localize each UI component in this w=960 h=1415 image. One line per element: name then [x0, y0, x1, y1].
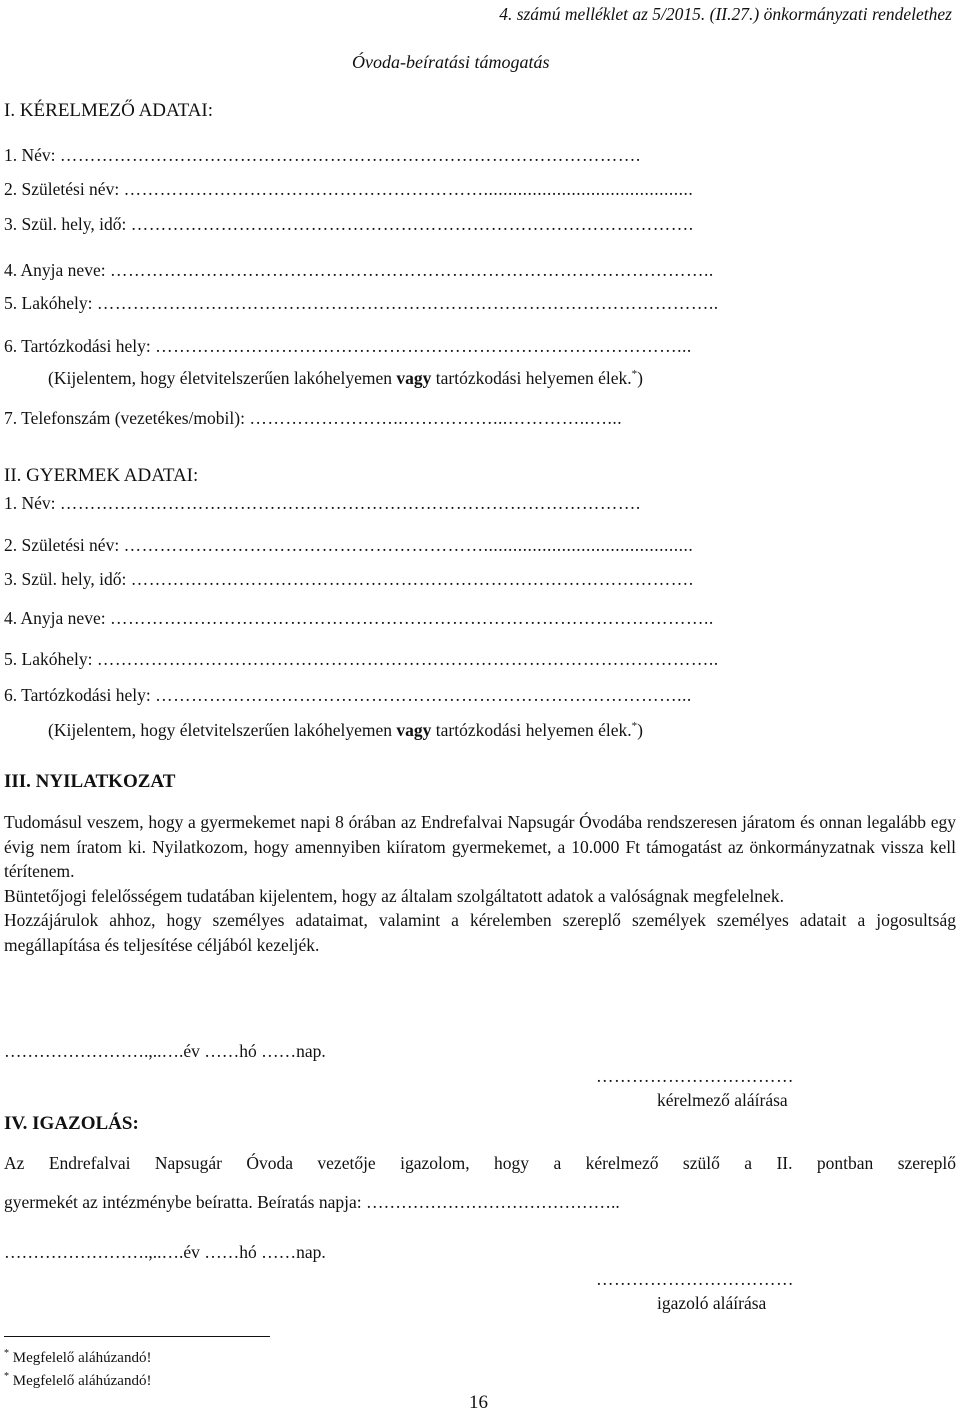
child-stay-place-field[interactable]	[4, 682, 692, 708]
section-certification-heading: IV. IGAZOLÁS:	[4, 1113, 139, 1134]
child-residence-declaration: (Kijelentem, hogy életvitelszerűen lakóhelyemen vagy tartózkodási helyemen élek.*)	[48, 720, 643, 740]
applicant-name-field[interactable]	[4, 142, 641, 168]
fill-line: ……………………………………………………………………………...	[155, 685, 692, 705]
footnote-1: * Megfelelő aláhúzandó!	[4, 1348, 152, 1366]
footnote-marker: *	[631, 720, 638, 733]
fill-line: …………………………………………………………………………………………..	[96, 649, 719, 669]
applicant-date-line[interactable]: …………………….,..….év ……hó ……nap.	[4, 1041, 326, 1061]
fill-line: ……………………………………………………………………………...	[155, 336, 692, 356]
field-label: 3. Szül. hely, idő:	[4, 569, 127, 589]
fill-line: …………………………………………………………………………………………..	[96, 293, 719, 313]
field-label: 2. Születési név:	[4, 535, 120, 555]
section-child-heading: II. GYERMEK ADATAI:	[4, 465, 199, 486]
field-label: 4. Anyja neve:	[4, 608, 106, 628]
child-name-field[interactable]	[4, 490, 641, 516]
footnote-marker: *	[4, 1348, 9, 1359]
declaration-paragraph-attendance: Tudomásul veszem, hogy a gyermekemet napi 8 órában az Endrefalvai Napsugár Óvodába rendszeresen járatom és onnan legalább egy évig nem íratom ki. Nyilatkozom, hogy amennyiben kiíratom gyermekemet, a 10.000 Ft támogatást az önkormányzatnak vissza kell térítenem.	[4, 812, 956, 881]
fill-line: ………………………………………………………………………………….	[130, 214, 694, 234]
declaration-text	[4, 810, 956, 957]
child-birth-name-field[interactable]	[4, 532, 693, 558]
certifier-date-line[interactable]: …………………….,..….év ……hó ……nap.	[4, 1242, 326, 1262]
fill-line: ………………………………………………………………………………….	[130, 569, 694, 589]
document-title: Óvoda-beíratási támogatás	[352, 52, 550, 72]
applicant-residence-field[interactable]	[4, 290, 719, 316]
option-or-bold: vagy	[396, 720, 432, 740]
fill-line: ……………………………………………………...........................................	[123, 179, 694, 199]
applicant-signature-line[interactable]: ……………………………	[596, 1066, 794, 1086]
fill-line: ……………………………………………………...........................................	[123, 535, 694, 555]
annex-reference: 4. számú melléklet az 5/2015. (II.27.) önkormányzati rendelethez	[499, 4, 952, 24]
field-label: 5. Lakóhely:	[4, 649, 93, 669]
declaration-paragraph-consent: Hozzájárulok ahhoz, hogy személyes adataimat, valamint a kérelemben szereplő személyek személyes adatait a jogosultság megállapítása és teljesítése céljából kezeljék.	[4, 910, 956, 955]
field-label: 4. Anyja neve:	[4, 260, 106, 280]
certifier-signature-line[interactable]: ……………………………	[596, 1269, 794, 1289]
footnote-divider	[4, 1336, 270, 1337]
applicant-residence-declaration: (Kijelentem, hogy életvitelszerűen lakóhelyemen vagy tartózkodási helyemen élek.*)	[48, 368, 643, 388]
field-label: 1. Név:	[4, 493, 56, 513]
fill-line: …………………………………………………………………………………….	[59, 145, 641, 165]
enrollment-date-line[interactable]: ……………………………………..	[361, 1192, 620, 1212]
certifier-signature-label: igazoló aláírása	[657, 1293, 767, 1313]
field-label: 3. Szül. hely, idő:	[4, 214, 127, 234]
fill-line: …………………………………………………………………………………….	[59, 493, 641, 513]
footnote-marker: *	[4, 1371, 9, 1382]
option-or-bold: vagy	[396, 368, 432, 388]
child-mother-name-field[interactable]	[4, 605, 714, 631]
applicant-signature-label: kérelmező aláírása	[657, 1090, 788, 1110]
footnote-marker: *	[631, 368, 638, 381]
declaration-paragraph-liability: Büntetőjogi felelősségem tudatában kijelentem, hogy az általam szolgáltatott adatok a valóságnak megfelelnek.	[4, 885, 784, 906]
fill-line: ……………………..……………...…………..…...	[249, 408, 623, 428]
field-label: 6. Tartózkodási hely:	[4, 336, 151, 356]
field-label: 6. Tartózkodási hely:	[4, 685, 151, 705]
child-residence-field[interactable]	[4, 646, 719, 672]
section-declaration-heading: III. NYILATKOZAT	[4, 771, 176, 792]
footnote-2: * Megfelelő aláhúzandó!	[4, 1371, 152, 1389]
fill-line: ………………………………………………………………………………………..	[109, 260, 714, 280]
applicant-phone-field[interactable]	[4, 405, 622, 431]
field-label: 2. Születési név:	[4, 179, 120, 199]
applicant-stay-place-field[interactable]	[4, 333, 692, 359]
applicant-birth-name-field[interactable]	[4, 176, 693, 202]
page-number: 16	[469, 1392, 488, 1413]
field-label: 5. Lakóhely:	[4, 293, 93, 313]
child-birth-place-date-field[interactable]	[4, 566, 694, 592]
fill-line: ………………………………………………………………………………………..	[109, 608, 714, 628]
field-label: 7. Telefonszám (vezetékes/mobil):	[4, 408, 245, 428]
certification-text-line2: gyermekét az intézménybe beíratta. Beíratás napja: ……………………………………..	[4, 1192, 620, 1212]
applicant-mother-name-field[interactable]	[4, 257, 714, 283]
field-label: 1. Név:	[4, 145, 56, 165]
applicant-birth-place-date-field[interactable]	[4, 211, 694, 237]
certification-text-line1: Az Endrefalvai Napsugár Óvoda vezetője igazolom, hogy a kérelmező szülő a II. pontban szereplő	[4, 1153, 956, 1173]
section-applicant-heading: I. KÉRELMEZŐ ADATAI:	[4, 100, 214, 121]
